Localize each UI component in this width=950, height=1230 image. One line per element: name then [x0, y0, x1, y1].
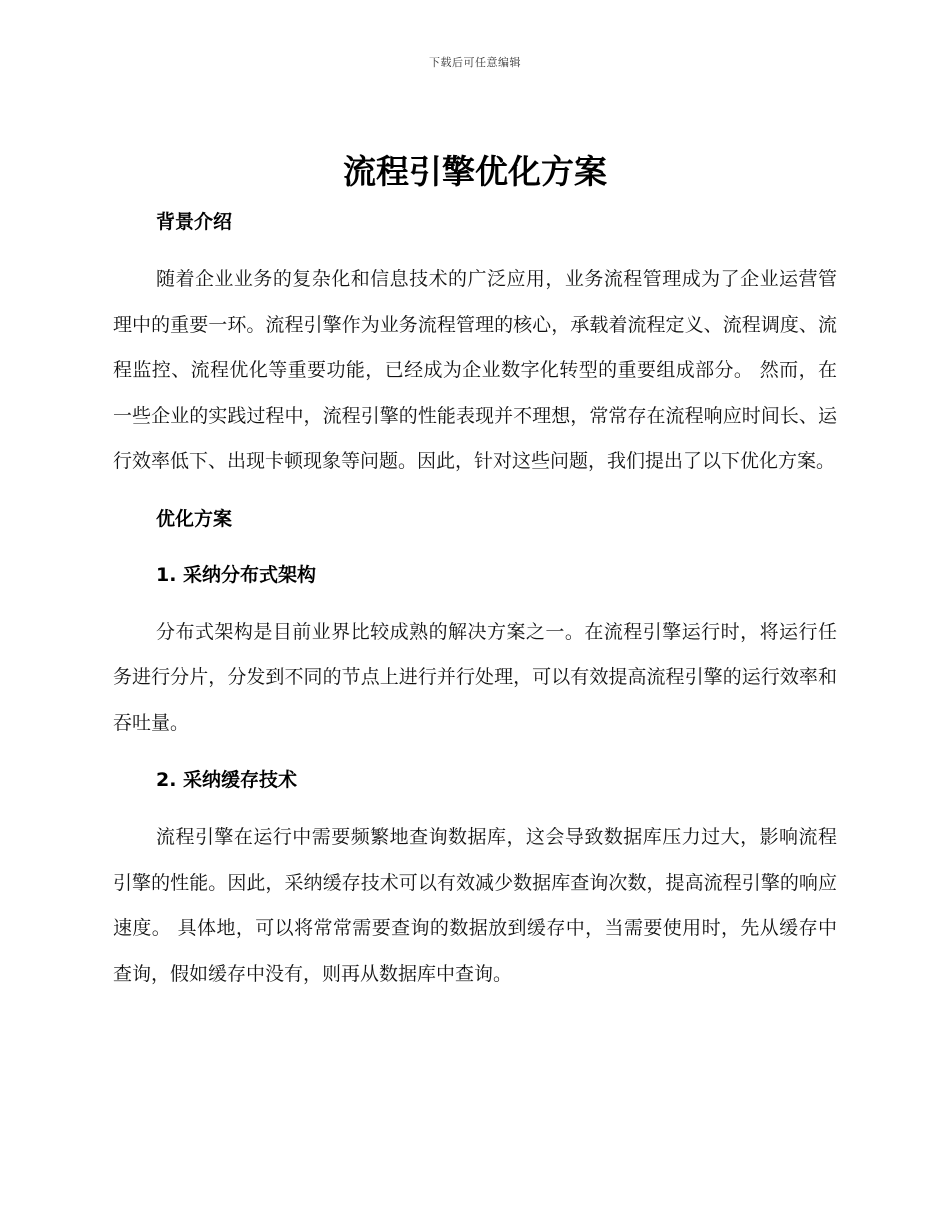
document-body — [113, 200, 837, 997]
spacer — [113, 597, 837, 610]
document-title: 流程引擎优化方案 — [343, 152, 607, 191]
paragraph-background: 随着企业业务的复杂化和信息技术的广泛应用，业务流程管理成为了企业运营管理中的重要一环。流程引擎作为业务流程管理的核心，承载着流程定义、流程调度、流程监控、流程优化等重要功能，已经成为企业数字化转型的重要组成部分。 然而，在一些企业的实践过程中，流程引擎的性能表现并不理想，常常存在流程响应时间长、运行效率低下、出现卡顿现象等问题。因此，针对这些问题，我们提出了以下优化方案。 — [113, 268, 837, 472]
paragraph-item2: 流程引擎在运行中需要频繁地查询数据库，这会导致数据库压力过大，影响流程引擎的性能。因此，采纳缓存技术可以有效减少数据库查询次数，提高流程引擎的响应速度。 具体地，可以将常常需要查询的数据放到缓存中，当需要使用时，先从缓存中查询，假如缓存中没有，则再从数据库中查询。 — [113, 826, 837, 985]
section-heading-item1: 1. 采纳分布式架构 — [156, 563, 317, 586]
section-heading-item2: 2. 采纳缓存技术 — [156, 769, 298, 791]
paragraph-item1: 分布式架构是目前业界比较成熟的解决方案之一。在流程引擎运行时，将运行任务进行分片，分发到不同的节点上进行并行处理，可以有效提高流程引擎的运行效率和吞吐量。 — [113, 620, 837, 734]
spacer — [113, 802, 837, 815]
section-heading-background: 背景介绍 — [156, 211, 233, 233]
section-heading-plan: 优化方案 — [156, 507, 233, 530]
spacer — [113, 485, 837, 497]
page-header-note: 下载后可任意编辑 — [429, 56, 521, 69]
spacer — [113, 244, 837, 257]
spacer — [113, 746, 837, 758]
spacer — [113, 541, 837, 553]
